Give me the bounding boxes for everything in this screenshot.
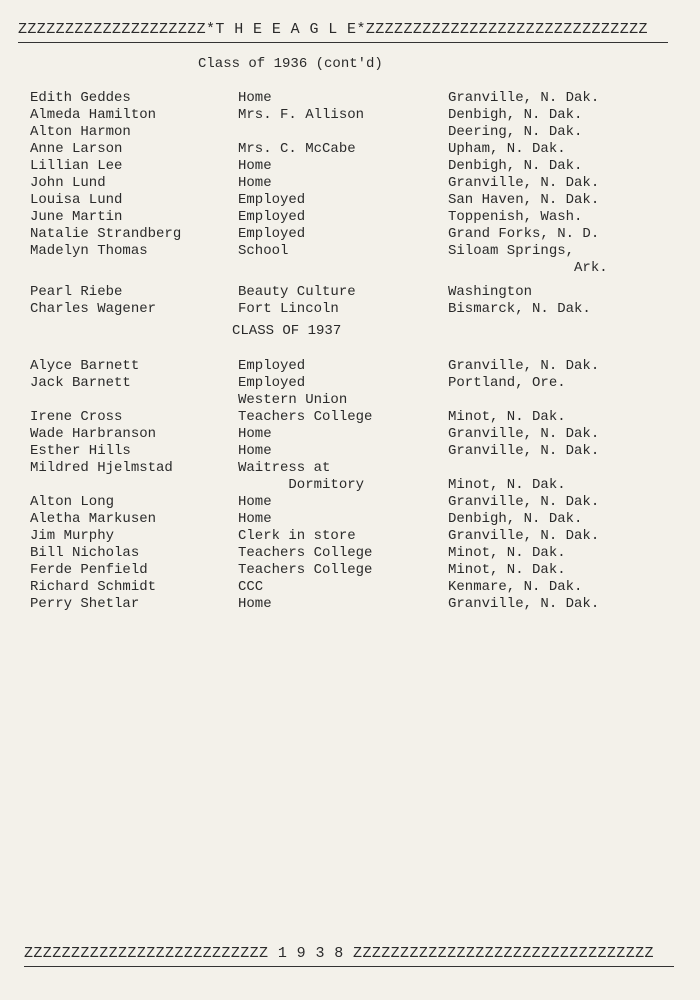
student-name: June Martin: [30, 209, 123, 225]
student-status: Employed: [238, 375, 306, 391]
student-name: Louisa Lund: [30, 192, 123, 208]
student-location: Granville, N. Dak.: [448, 90, 600, 106]
student-status: Teachers College: [238, 409, 373, 425]
student-location: Granville, N. Dak.: [448, 358, 600, 374]
student-location: Toppenish, Wash.: [448, 209, 583, 225]
student-name: Alton Harmon: [30, 124, 131, 140]
student-status: Home: [238, 511, 272, 527]
student-name: Irene Cross: [30, 409, 123, 425]
student-status: Home: [238, 90, 272, 106]
student-name: Pearl Riebe: [30, 284, 123, 300]
student-location: Washington: [448, 284, 533, 300]
student-location: Upham, N. Dak.: [448, 141, 566, 157]
student-name: Mildred Hjelmstad: [30, 460, 173, 476]
student-location: San Haven, N. Dak.: [448, 192, 600, 208]
student-status: Dormitory: [238, 477, 365, 493]
student-status: Employed: [238, 226, 306, 242]
student-status: CCC: [238, 579, 264, 595]
student-location: Kenmare, N. Dak.: [448, 579, 583, 595]
student-status: Home: [238, 596, 272, 612]
student-status: Employed: [238, 192, 306, 208]
student-location: Denbigh, N. Dak.: [448, 107, 583, 123]
student-location: Granville, N. Dak.: [448, 596, 600, 612]
student-status: Employed: [238, 358, 306, 374]
student-location: Granville, N. Dak.: [448, 426, 600, 442]
student-status: Home: [238, 175, 272, 191]
student-location: Siloam Springs,: [448, 243, 575, 259]
student-name: Jim Murphy: [30, 528, 115, 544]
student-status: Clerk in store: [238, 528, 356, 544]
student-location: Granville, N. Dak.: [448, 494, 600, 510]
student-name: Perry Shetlar: [30, 596, 140, 612]
student-name: Charles Wagener: [30, 301, 157, 317]
footer-banner: ZZZZZZZZZZZZZZZZZZZZZZZZZZ 1 9 3 8 ZZZZZZZZZZZZZZZZZZZZZZZZZZZZZZZZ: [24, 944, 674, 967]
student-status: Home: [238, 494, 272, 510]
student-name: Alton Long: [30, 494, 115, 510]
student-name: Wade Harbranson: [30, 426, 157, 442]
student-status: Teachers College: [238, 562, 373, 578]
student-location: Minot, N. Dak.: [448, 545, 566, 561]
student-location: Bismarck, N. Dak.: [448, 301, 591, 317]
student-location: Denbigh, N. Dak.: [448, 511, 583, 527]
student-name: John Lund: [30, 175, 106, 191]
student-status: School: [238, 243, 289, 259]
student-name: Bill Nicholas: [30, 545, 140, 561]
header-banner: ZZZZZZZZZZZZZZZZZZZZ*T H E E A G L E*ZZZZZZZZZZZZZZZZZZZZZZZZZZZZZZ: [18, 20, 668, 43]
student-name: Almeda Hamilton: [30, 107, 157, 123]
student-status: Home: [238, 158, 272, 174]
student-location: Granville, N. Dak.: [448, 528, 600, 544]
student-status: Home: [238, 443, 272, 459]
student-name: Aletha Markusen: [30, 511, 157, 527]
student-name: Lillian Lee: [30, 158, 123, 174]
student-location: Minot, N. Dak.: [448, 562, 566, 578]
student-status: Teachers College: [238, 545, 373, 561]
section-title-1937: CLASS OF 1937: [232, 323, 342, 339]
student-name: Ferde Penfield: [30, 562, 148, 578]
student-location: Ark.: [448, 260, 608, 276]
student-location: Portland, Ore.: [448, 375, 566, 391]
section-title-1936: Class of 1936 (cont'd): [198, 56, 383, 72]
student-status: Western Union: [238, 392, 348, 408]
student-status: Home: [238, 426, 272, 442]
student-name: Madelyn Thomas: [30, 243, 148, 259]
student-name: Richard Schmidt: [30, 579, 157, 595]
student-location: Minot, N. Dak.: [448, 477, 566, 493]
student-name: Alyce Barnett: [30, 358, 140, 374]
student-location: Grand Forks, N. D.: [448, 226, 600, 242]
student-location: Minot, N. Dak.: [448, 409, 566, 425]
student-name: Jack Barnett: [30, 375, 131, 391]
student-location: Granville, N. Dak.: [448, 443, 600, 459]
student-status: Fort Lincoln: [238, 301, 339, 317]
student-location: Granville, N. Dak.: [448, 175, 600, 191]
student-status: Mrs. F. Allison: [238, 107, 365, 123]
student-name: Edith Geddes: [30, 90, 131, 106]
student-status: Mrs. C. McCabe: [238, 141, 356, 157]
student-name: Esther Hills: [30, 443, 131, 459]
student-name: Anne Larson: [30, 141, 123, 157]
student-location: Deering, N. Dak.: [448, 124, 583, 140]
student-status: Beauty Culture: [238, 284, 356, 300]
student-name: Natalie Strandberg: [30, 226, 182, 242]
student-status: Waitress at: [238, 460, 331, 476]
student-location: Denbigh, N. Dak.: [448, 158, 583, 174]
student-status: Employed: [238, 209, 306, 225]
